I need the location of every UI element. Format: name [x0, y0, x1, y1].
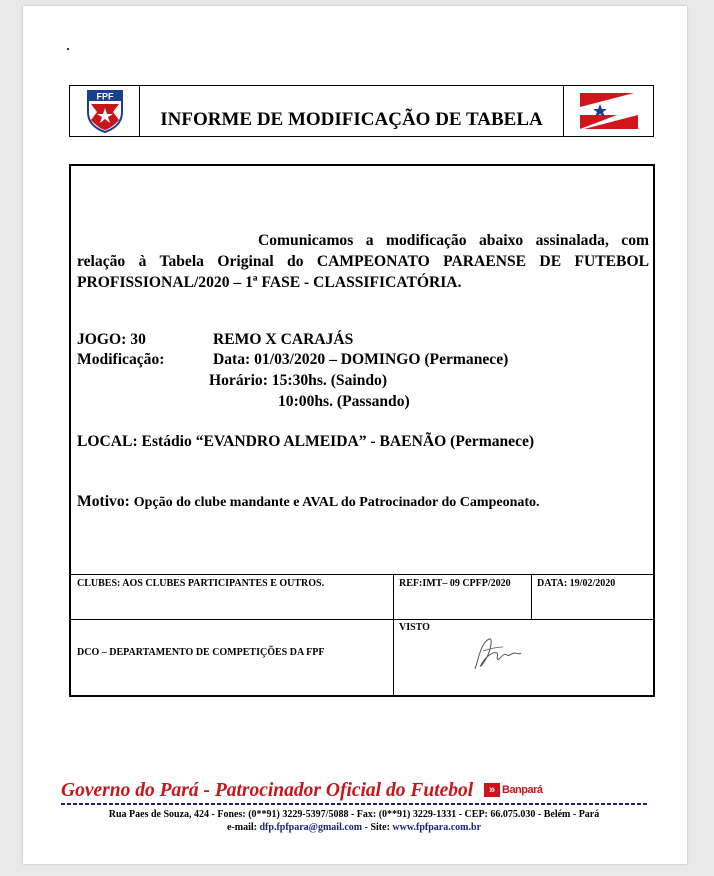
- fpf-logo: [70, 86, 140, 136]
- footer-divider: [61, 803, 647, 805]
- jogo-label: JOGO: 30: [77, 331, 146, 348]
- document-title: INFORME DE MODIFICAÇÃO DE TABELA: [140, 86, 564, 136]
- table-divider-vertical-2: [531, 574, 532, 619]
- motivo-label: Motivo:: [77, 493, 130, 510]
- site-link[interactable]: www.fpfpara.com.br: [392, 822, 482, 833]
- email-link[interactable]: dfp.fpfpara@gmail.com: [259, 822, 363, 833]
- banpara-icon: »: [484, 783, 500, 797]
- stray-mark: [67, 48, 69, 50]
- visto-label: VISTO: [399, 622, 430, 633]
- footer-address: Rua Paes de Souza, 424 - Fones: (0**91) 3229-5397/5088 - Fax: (0**91) 3229-1331 - CEP: 66.075.030 - Belém - Pará: [108, 809, 600, 820]
- table-divider-vertical-1: [393, 574, 394, 695]
- horario-passando: 10:00hs. (Passando): [278, 393, 410, 410]
- local-line: LOCAL: Estádio “EVANDRO ALMEIDA” - BAENÃO (Permanece): [77, 433, 535, 450]
- footer-contact: [61, 822, 647, 833]
- signature: [469, 631, 525, 675]
- modificacao-label: Modificação:: [77, 351, 165, 368]
- ref-cell: REF:IMT– 09 CPFP/2020: [399, 578, 511, 589]
- fpf-shield-icon: [85, 88, 125, 134]
- date-cell: DATA: 19/02/2020: [537, 578, 616, 589]
- jogo-value: REMO X CARAJÁS: [213, 331, 354, 348]
- banpara-name: Banpará: [502, 784, 543, 796]
- notice-box: [69, 164, 655, 697]
- horario-saindo: Horário: 15:30hs. (Saindo): [209, 372, 388, 389]
- modificacao-data: Data: 01/03/2020 – DOMINGO (Permanece): [213, 351, 509, 368]
- table-divider-middle: [71, 619, 653, 620]
- para-flag-icon: [564, 86, 653, 136]
- svg-text:FPF: FPF: [96, 91, 113, 102]
- email-label: e-mail:: [226, 822, 257, 833]
- sponsor-line: Governo do Pará - Patrocinador Oficial do Futebol: [61, 780, 474, 801]
- table-divider-top: [71, 574, 653, 575]
- banpara-logo: [484, 783, 543, 797]
- motivo-text: Opção do clube mandante e AVAL do Patrocinador do Campeonato.: [133, 495, 540, 510]
- dco-cell: DCO – DEPARTAMENTO DE COMPETIÇÕES DA FPF: [77, 647, 325, 658]
- clubes-cell: CLUBES: AOS CLUBES PARTICIPANTES E OUTROS.: [77, 578, 325, 589]
- motivo-line: [77, 493, 540, 511]
- site-label: - Site:: [364, 822, 390, 833]
- intro-paragraph: Comunicamos a modificação abaixo assinalada, com relação à Tabela Original do CAMPEONATO PARAENSE DE FUTEBOL PROFISSIONAL/2020 – 1ª FASE - CLASSIFICATÓRIA.: [77, 232, 649, 291]
- document-header: [69, 85, 654, 137]
